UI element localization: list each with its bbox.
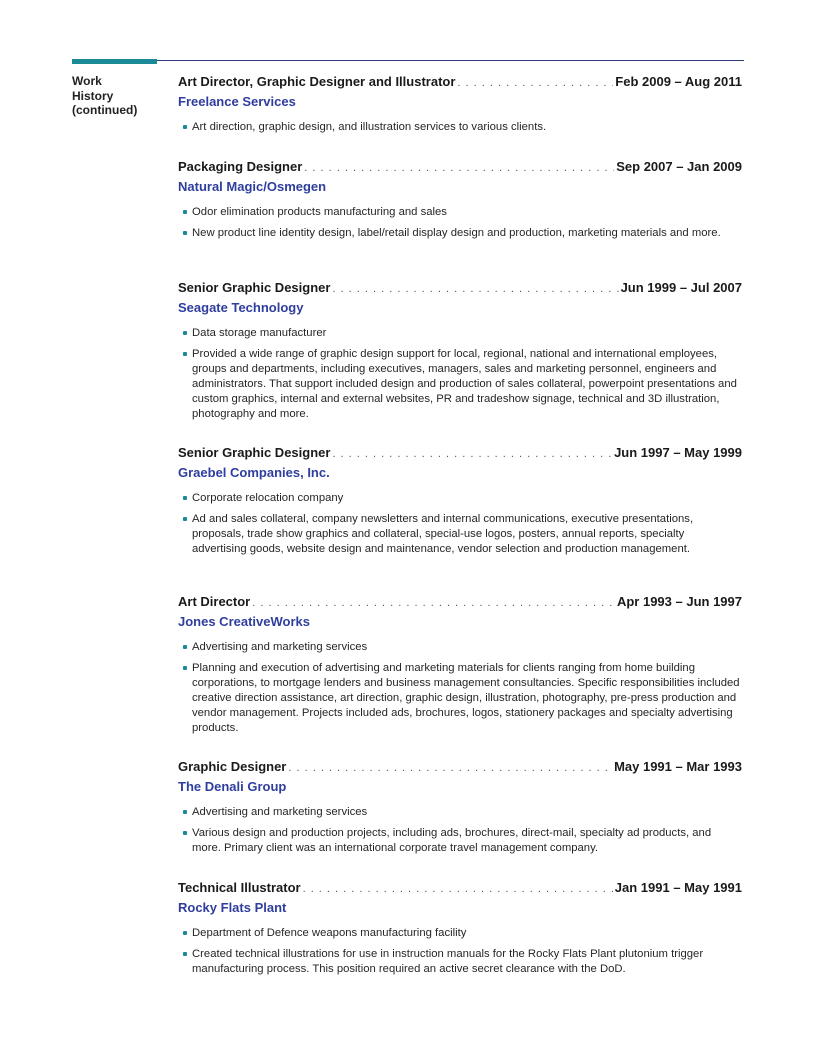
job-dates: Jun 1997 – May 1999	[614, 445, 742, 460]
job-bullets	[178, 491, 742, 557]
bullet-item	[178, 947, 742, 977]
dot-leader	[457, 77, 613, 89]
bullet-icon	[183, 810, 187, 814]
bullet-text: Odor elimination products manufacturing and sales	[192, 206, 447, 218]
bullet-item	[178, 826, 742, 856]
bullet-icon	[183, 517, 187, 521]
job-header	[178, 594, 742, 612]
job-bullets	[178, 326, 742, 422]
bullet-icon	[183, 352, 187, 356]
job-header	[178, 280, 742, 298]
job-title: Art Director	[178, 594, 251, 609]
bullet-icon	[183, 125, 187, 129]
job-dates: Apr 1993 – Jun 1997	[616, 594, 742, 609]
dot-leader	[303, 883, 613, 895]
bullet-icon	[183, 645, 187, 649]
bullet-item	[178, 205, 742, 220]
bullet-text: Data storage manufacturer	[192, 327, 327, 339]
job-dates: Jun 1999 – Jul 2007	[620, 280, 742, 295]
job-dates: Jan 1991 – May 1991	[614, 880, 742, 895]
bullet-text: Ad and sales collateral, company newsletters and internal communications, executive presentations, proposals, trade show graphics and collateral, special-use logos, posters, annual reports, specialty advertising goods, website design and maintenance, vendor selection and production management.	[192, 513, 694, 555]
job-header	[178, 159, 742, 177]
job-bullets	[178, 926, 742, 977]
bullet-icon	[183, 210, 187, 214]
company-name: Jones CreativeWorks	[178, 614, 310, 629]
bullet-item	[178, 640, 742, 655]
bullet-item	[178, 926, 742, 941]
bullet-text: Department of Defence weapons manufacturing facility	[192, 927, 467, 939]
bullet-item	[178, 326, 742, 341]
bullet-text: Provided a wide range of graphic design support for local, regional, national and international employees, groups and departments, including executives, managers, sales and marketing personnel, engineers and administrators. That support included design and production of sales collateral, powerpoint presentations and custom graphics, internal and external websites, PR and tradeshow signage, technical and 3D illustration, photography and more.	[192, 348, 737, 420]
bullet-item	[178, 491, 742, 506]
job-entry	[178, 594, 742, 742]
bullet-item	[178, 805, 742, 820]
dot-leader	[304, 162, 614, 174]
bullet-item	[178, 226, 742, 241]
job-dates: May 1991 – Mar 1993	[614, 759, 742, 774]
bullet-icon	[183, 666, 187, 670]
company-name: Freelance Services	[178, 94, 296, 109]
section-label-line: (continued)	[72, 103, 138, 117]
bullet-text: Corporate relocation company	[192, 492, 344, 504]
bullet-icon	[183, 931, 187, 935]
bullet-icon	[183, 496, 187, 500]
bullet-text: New product line identity design, label/retail display design and production, marketing materials and more.	[192, 227, 721, 239]
company-name: Rocky Flats Plant	[178, 900, 287, 915]
job-entry	[178, 159, 742, 247]
bullet-item	[178, 120, 742, 135]
job-bullets	[178, 120, 742, 135]
job-bullets	[178, 205, 742, 241]
bullet-icon	[183, 952, 187, 956]
job-header	[178, 445, 742, 463]
bullet-item	[178, 661, 742, 736]
job-entry	[178, 759, 742, 862]
bullet-icon	[183, 331, 187, 335]
bullet-text: Advertising and marketing services	[192, 806, 368, 818]
job-title: Senior Graphic Designer	[178, 280, 331, 295]
job-dates: Feb 2009 – Aug 2011	[615, 74, 742, 89]
company-name: Graebel Companies, Inc.	[178, 465, 330, 480]
job-bullets	[178, 805, 742, 856]
job-title: Packaging Designer	[178, 159, 303, 174]
job-header	[178, 759, 742, 777]
bullet-icon	[183, 831, 187, 835]
bullet-text: Planning and execution of advertising and marketing materials for clients ranging from home building corporations, to mortgage lenders and business management consultancies. Specific responsibilities included creative direction assistance, art direction, graphic design, illustration, photography, pre-press production and vendor management. Projects included ads, brochures, logos, stationery packages and specialty advertising products.	[192, 662, 740, 734]
job-title: Senior Graphic Designer	[178, 445, 331, 460]
section-rule	[72, 60, 744, 61]
job-title: Technical Illustrator	[178, 880, 301, 895]
bullet-item	[178, 347, 742, 422]
dot-leader	[332, 448, 612, 460]
bullet-text: Various design and production projects, including ads, brochures, direct-mail, specialty ad products, and more. Primary client was an international corporate travel management company.	[192, 827, 712, 854]
dot-leader	[288, 762, 612, 774]
job-entry	[178, 74, 742, 141]
job-header	[178, 880, 742, 898]
company-name: Natural Magic/Osmegen	[178, 179, 327, 194]
dot-leader	[332, 283, 618, 295]
job-bullets	[178, 640, 742, 736]
job-entry	[178, 880, 742, 983]
job-header	[178, 74, 742, 92]
job-dates: Sep 2007 – Jan 2009	[616, 159, 742, 174]
bullet-text: Art direction, graphic design, and illustration services to various clients.	[192, 121, 547, 133]
section-label-line: Work	[72, 74, 102, 88]
job-title: Art Director, Graphic Designer and Illustrator	[178, 74, 456, 89]
company-name: The Denali Group	[178, 779, 287, 794]
section-label-line: History	[72, 88, 114, 103]
bullet-text: Advertising and marketing services	[192, 641, 368, 653]
dot-leader	[252, 597, 615, 609]
bullet-text: Created technical illustrations for use in instruction manuals for the Rocky Flats Plant plutonium trigger manufacturing process. This position required an active secret clearance with the DoD.	[192, 948, 704, 975]
section-rule-accent	[72, 59, 157, 64]
bullet-icon	[183, 231, 187, 235]
bullet-item	[178, 512, 742, 557]
job-entry	[178, 280, 742, 428]
company-name: Seagate Technology	[178, 300, 304, 315]
section-label	[72, 74, 162, 118]
job-title: Graphic Designer	[178, 759, 287, 774]
job-entry	[178, 445, 742, 563]
